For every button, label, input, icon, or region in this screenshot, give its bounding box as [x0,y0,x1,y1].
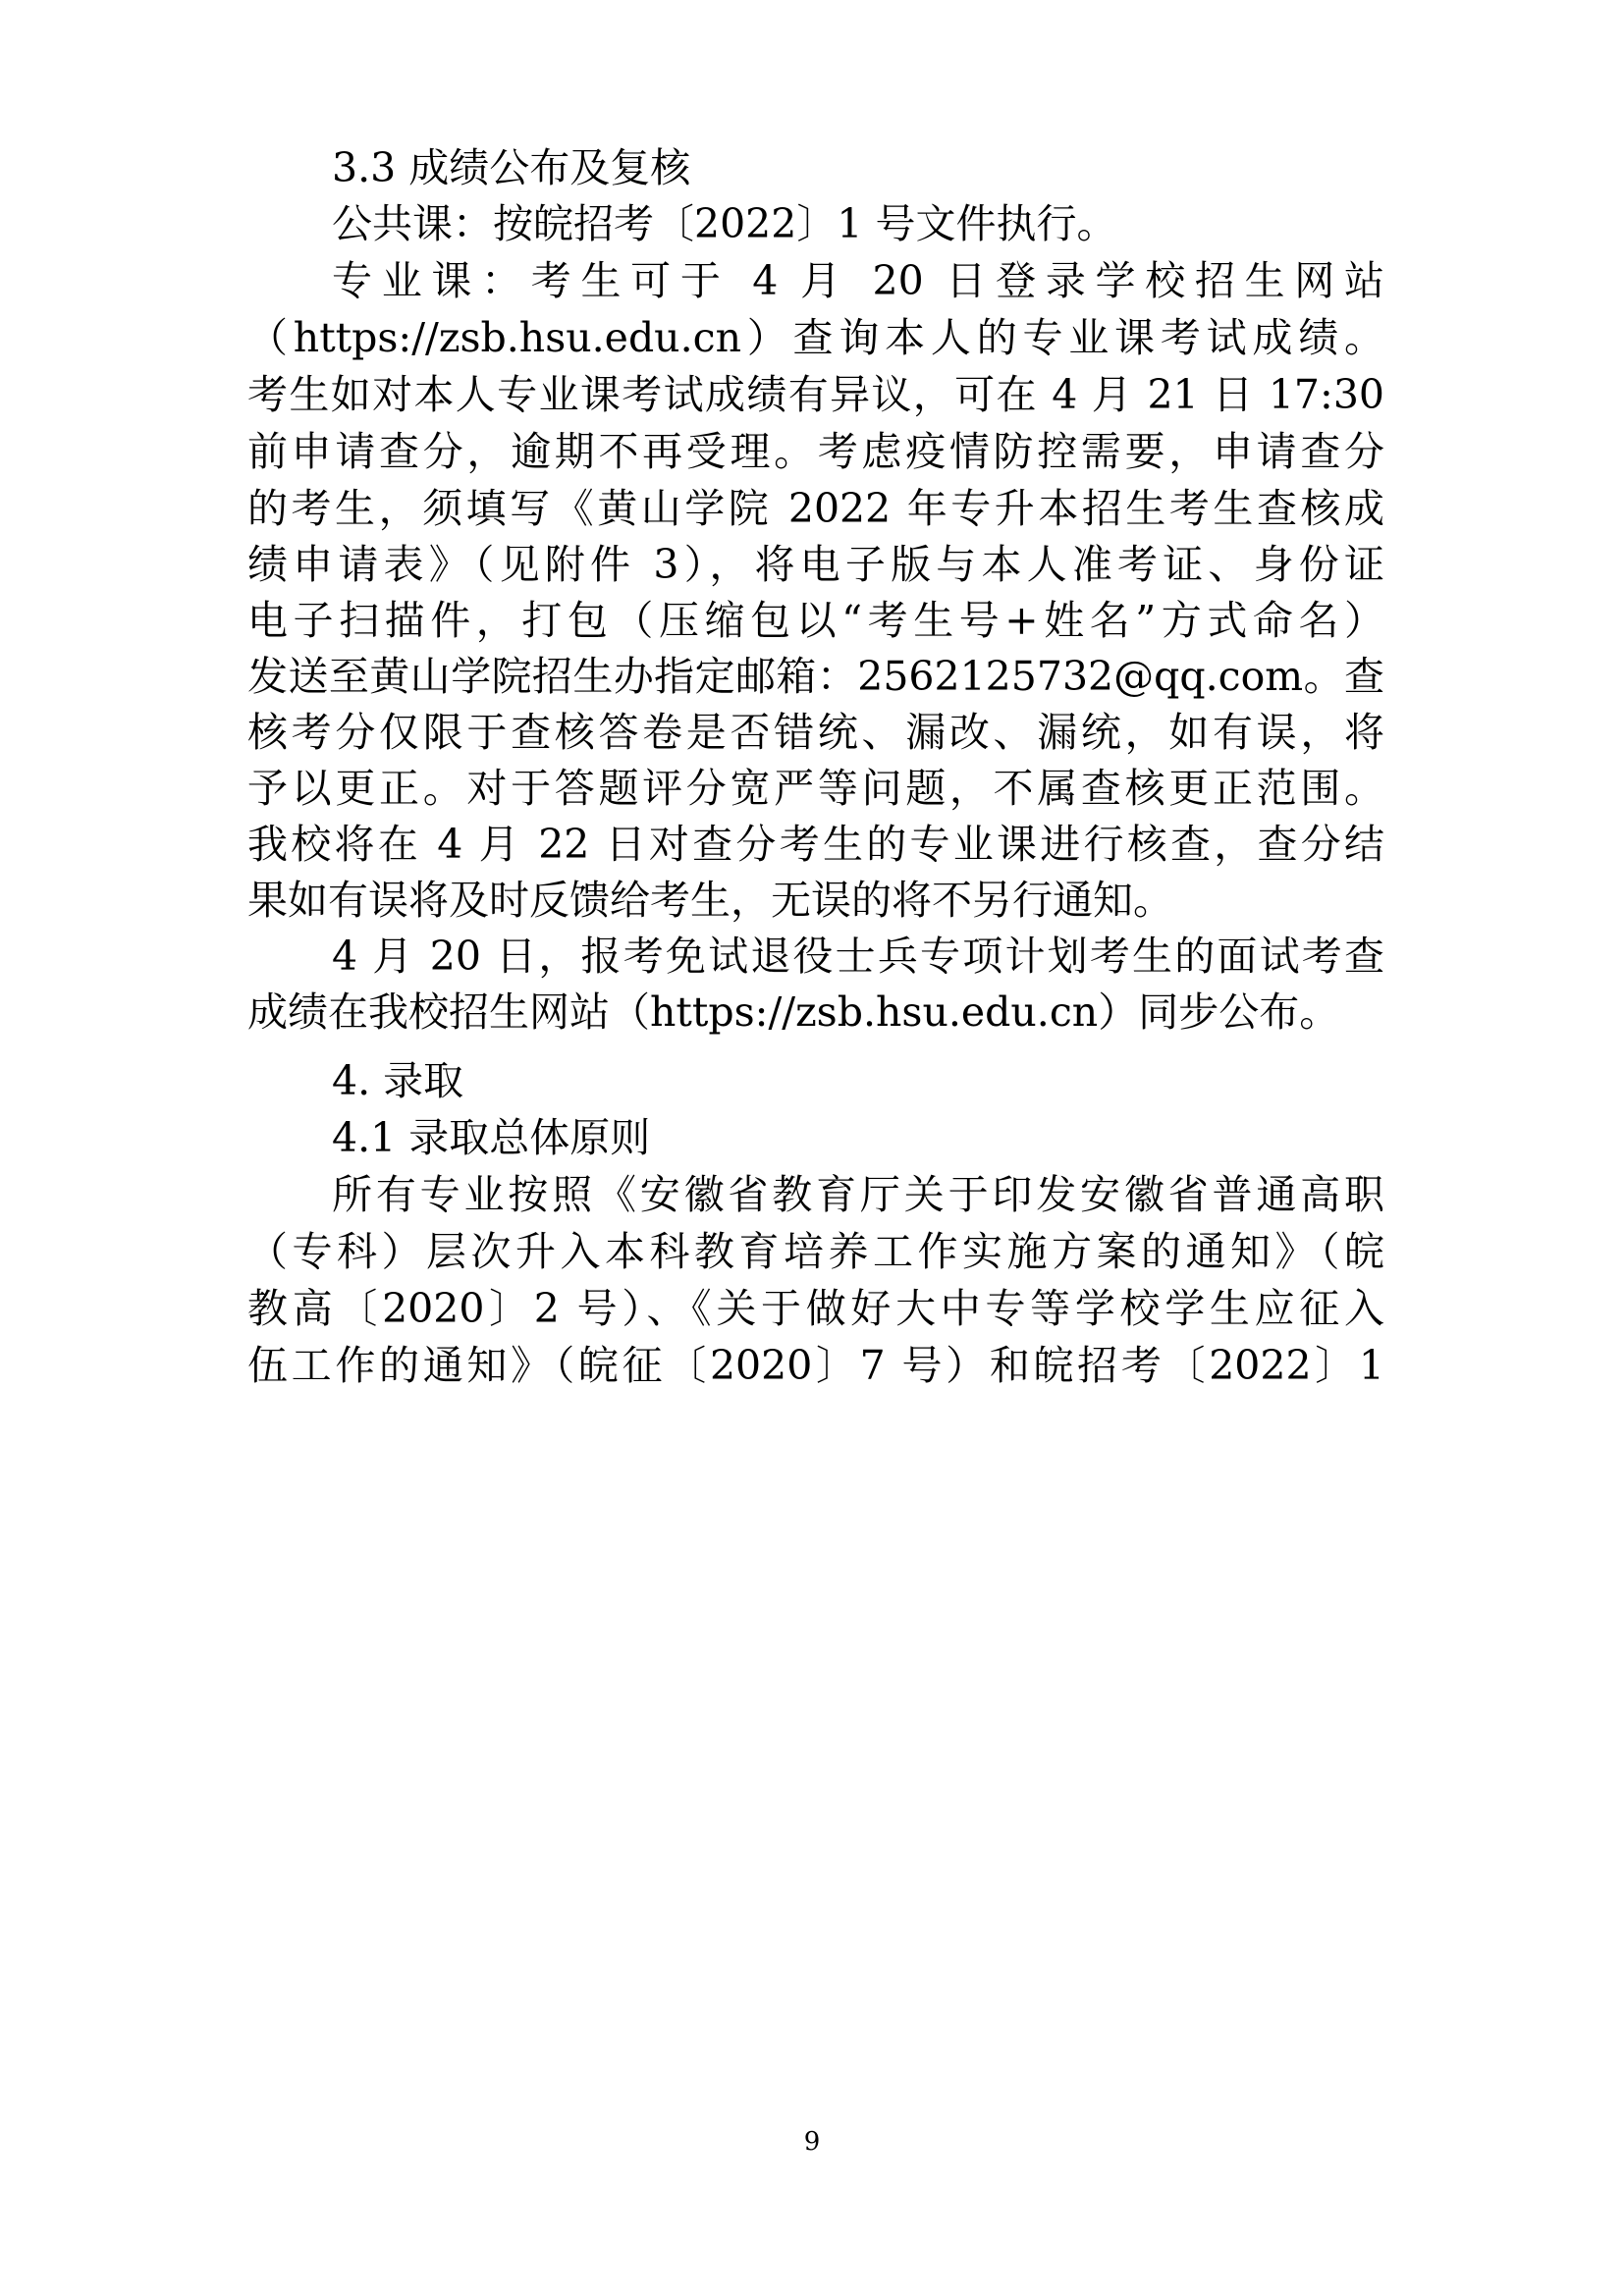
paragraph-line: 伍工作的通知》（皖征〔2020〕7 号）和皖招考〔2022〕1 [247,1342,1384,1389]
paragraph-line: 绩申请表》（见附件 3），将电子版与本人准考证、身份证 [247,541,1384,588]
public-course-text: 公共课：按皖招考〔2022〕1 号文件执行。 [332,200,1117,247]
paragraph-line: 的考生，须填写《黄山学院 2022 年专升本招生考生查核成 [247,485,1384,532]
paragraph-line: （https://zsb.hsu.edu.cn）查询本人的专业课考试成绩。 [247,314,1384,361]
section-3-3-heading: 3.3 成绩公布及复核 [332,144,691,191]
page-number: 9 [803,2127,821,2157]
section-4-1-heading: 4.1 录取总体原则 [332,1114,651,1161]
paragraph-line: 考生如对本人专业课考试成绩有异议，可在 4 月 21 日 17:30 [247,371,1384,418]
paragraph-line: 电子扫描件，打包（压缩包以“考生号+姓名”方式命名） [247,597,1384,644]
paragraph-line: 成绩在我校招生网站（https://zsb.hsu.edu.cn）同步公布。 [247,988,1340,1036]
paragraph-line: 果如有误将及时反馈给考生，无误的将不另行通知。 [247,877,1173,924]
paragraph-line: 所有专业按照《安徽省教育厅关于印发安徽省普通高职 [332,1171,1384,1218]
paragraph-line: 前申请查分，逾期不再受理。考虑疫情防控需要，申请查分 [247,428,1384,475]
paragraph-line: 教高〔2020〕2 号）、《关于做好大中专等学校学生应征入 [247,1285,1384,1332]
paragraph-line: 发送至黄山学院招生办指定邮箱：2562125732@qq.com。查 [247,653,1384,700]
paragraph-line: 核考分仅限于查核答卷是否错统、漏改、漏统，如有误，将 [247,709,1384,756]
paragraph-line: 4 月 20 日，报考免试退役士兵专项计划考生的面试考查 [332,933,1384,980]
paragraph-line: 我校将在 4 月 22 日对查分考生的专业课进行核查，查分结 [247,821,1384,868]
paragraph-line: 予以更正。对于答题评分宽严等问题，不属查核更正范围。 [247,765,1384,812]
section-4-heading: 4. 录取 [332,1057,464,1104]
paragraph-line: 专业课：考生可于 4 月 20 日登录学校招生网站 [332,257,1384,304]
paragraph-line: （专科）层次升入本科教育培养工作实施方案的通知》（皖 [247,1228,1384,1275]
